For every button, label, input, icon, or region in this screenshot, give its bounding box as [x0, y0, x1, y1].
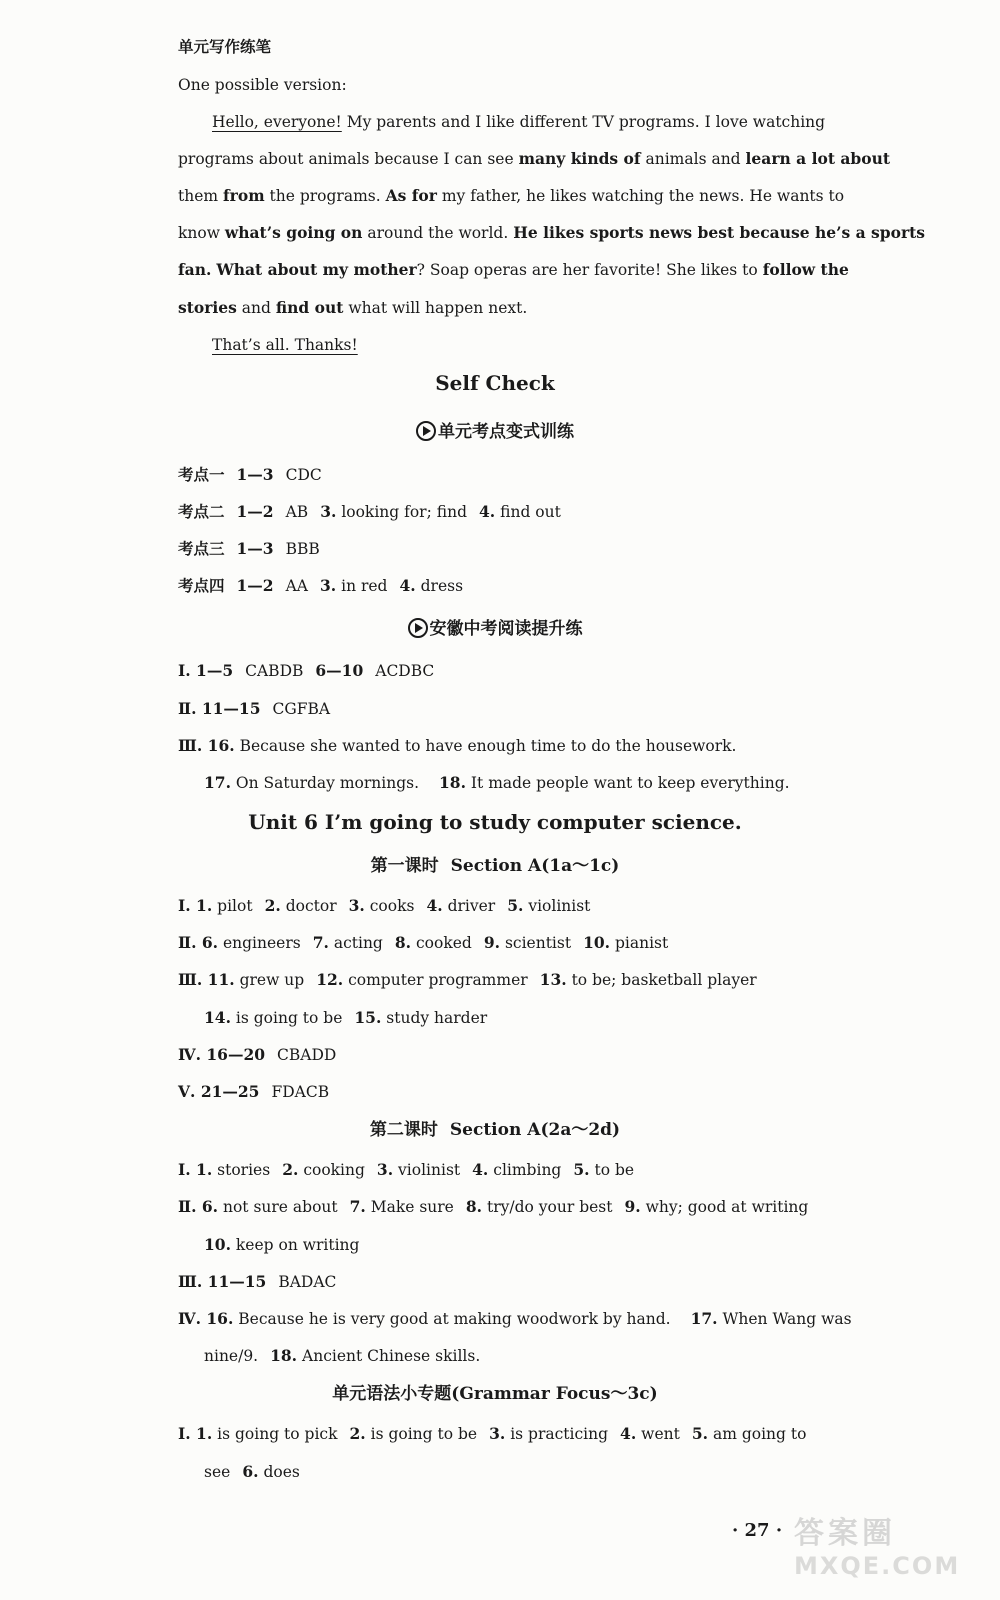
lesson1-title: 第一课时 Section A(1a～1c) — [370, 856, 620, 876]
self-check-title: Self Check — [435, 371, 555, 395]
essay-segment: from — [223, 186, 265, 205]
essay-line-6 — [178, 298, 527, 318]
essay-line-2 — [178, 149, 890, 169]
essay-segment: them — [178, 187, 224, 205]
essay-segment: know — [178, 224, 225, 242]
subheading-reading-text: 安徽中考阅读提升练 — [429, 619, 583, 639]
unit-title: Unit 6 I’m going to study computer science. — [248, 810, 742, 834]
essay-segment: My parents and I like different TV programs. I love watching — [341, 113, 826, 131]
l1-row-1: Ⅰ. 1. pilot 2. doctor 3. cooks 4. driver 5. violinist — [178, 896, 591, 915]
l2-row-1: Ⅰ. 1. stories 2. cooking 3. violinist 4. climbing 5. to be — [178, 1160, 635, 1179]
subheading-unit-points — [0, 421, 990, 442]
watermark-logo — [794, 1508, 974, 1590]
subheading-unit-points-text: 单元考点变式训练 — [438, 422, 574, 442]
essay-segment: fan. — [178, 260, 212, 279]
arrow-circle-icon — [408, 618, 428, 638]
essay-segment: what will happen next. — [343, 299, 528, 317]
page-number: · 27 · — [732, 1520, 783, 1541]
answer-row-k4: 考点四 1—2 AA 3. in red 4. dress — [178, 576, 464, 595]
l2-row-2: Ⅱ. 6. not sure about 7. Make sure 8. try/do your best 9. why; good at writing — [178, 1197, 809, 1216]
essay-closing: That’s all. Thanks! — [212, 336, 358, 354]
watermark-top: 答案圈 — [794, 1516, 896, 1551]
l2-row-2-cont: 10. keep on writing — [204, 1235, 360, 1254]
essay-segment: ? Soap operas are her favorite! She likes to — [416, 261, 763, 279]
essay-segment: the programs. — [264, 187, 386, 205]
subheading-reading — [0, 618, 990, 639]
answer-row-k1: 考点一 1—3 CDC — [178, 465, 322, 484]
essay-segment: and — [236, 299, 276, 317]
l1-row-5: Ⅴ. 21—25 FDACB — [178, 1082, 330, 1101]
essay-segment: He likes sports news best because he’s a sports — [513, 223, 926, 242]
reading-row-3-cont: 17. On Saturday mornings. 18. It made people want to keep everything. — [204, 773, 790, 792]
essay-segment: follow the — [762, 260, 849, 279]
watermark-bottom: MXQE.COM — [794, 1552, 961, 1580]
writing-intro: One possible version: — [178, 76, 347, 94]
essay-segment: Hello, everyone! — [212, 113, 342, 131]
writing-title: 单元写作练笔 — [178, 38, 272, 56]
l2-row-4-cont: nine/9. 18. Ancient Chinese skills. — [204, 1346, 481, 1365]
l2-row-3: Ⅲ. 11—15 BADAC — [178, 1272, 337, 1291]
reading-row-3: Ⅲ. 16. Because she wanted to have enough time to do the housework. — [178, 736, 737, 755]
l2-row-4: Ⅳ. 16. Because he is very good at making woodwork by hand. 17. When Wang was — [178, 1309, 852, 1328]
arrow-circle-icon — [416, 421, 436, 441]
grammar-title: 单元语法小专题(Grammar Focus～3c) — [332, 1384, 658, 1404]
grammar-row-1-cont: see 6. does — [204, 1462, 300, 1481]
essay-segment: What about my mother — [216, 260, 417, 279]
essay-line-1 — [212, 112, 825, 132]
essay-segment: learn a lot about — [745, 149, 891, 168]
essay-segment: what’s going on — [224, 223, 363, 242]
lesson2-title: 第二课时 Section A(2a～2d) — [369, 1120, 621, 1140]
l1-row-3-cont: 14. is going to be 15. study harder — [204, 1008, 488, 1027]
essay-segment: many kinds of — [518, 149, 641, 168]
answer-row-k2: 考点二 1—2 AB 3. looking for; find 4. find out — [178, 502, 561, 521]
essay-segment: my father, he likes watching the news. He wants to — [436, 187, 845, 205]
l1-row-4: Ⅳ. 16—20 CBADD — [178, 1045, 337, 1064]
reading-row-2: Ⅱ. 11—15 CGFBA — [178, 699, 331, 718]
essay-line-4 — [178, 223, 925, 243]
l1-row-2: Ⅱ. 6. engineers 7. acting 8. cooked 9. scientist 10. pianist — [178, 933, 669, 952]
essay-line-3 — [178, 186, 844, 206]
answer-row-k3: 考点三 1—3 BBB — [178, 539, 320, 558]
essay-segment: around the world. — [362, 224, 514, 242]
essay-segment: As for — [385, 186, 437, 205]
essay-segment: animals and — [640, 150, 746, 168]
grammar-row-1: Ⅰ. 1. is going to pick 2. is going to be 3. is practicing 4. went 5. am going to — [178, 1424, 807, 1443]
reading-row-1: Ⅰ. 1—5 CABDB 6—10 ACDBC — [178, 661, 435, 680]
essay-segment: programs about animals because I can see — [178, 150, 519, 168]
essay-line-5 — [178, 260, 849, 280]
l1-row-3: Ⅲ. 11. grew up 12. computer programmer 13. to be; basketball player — [178, 970, 757, 989]
essay-segment: find out — [275, 298, 344, 317]
essay-segment: stories — [178, 298, 237, 317]
